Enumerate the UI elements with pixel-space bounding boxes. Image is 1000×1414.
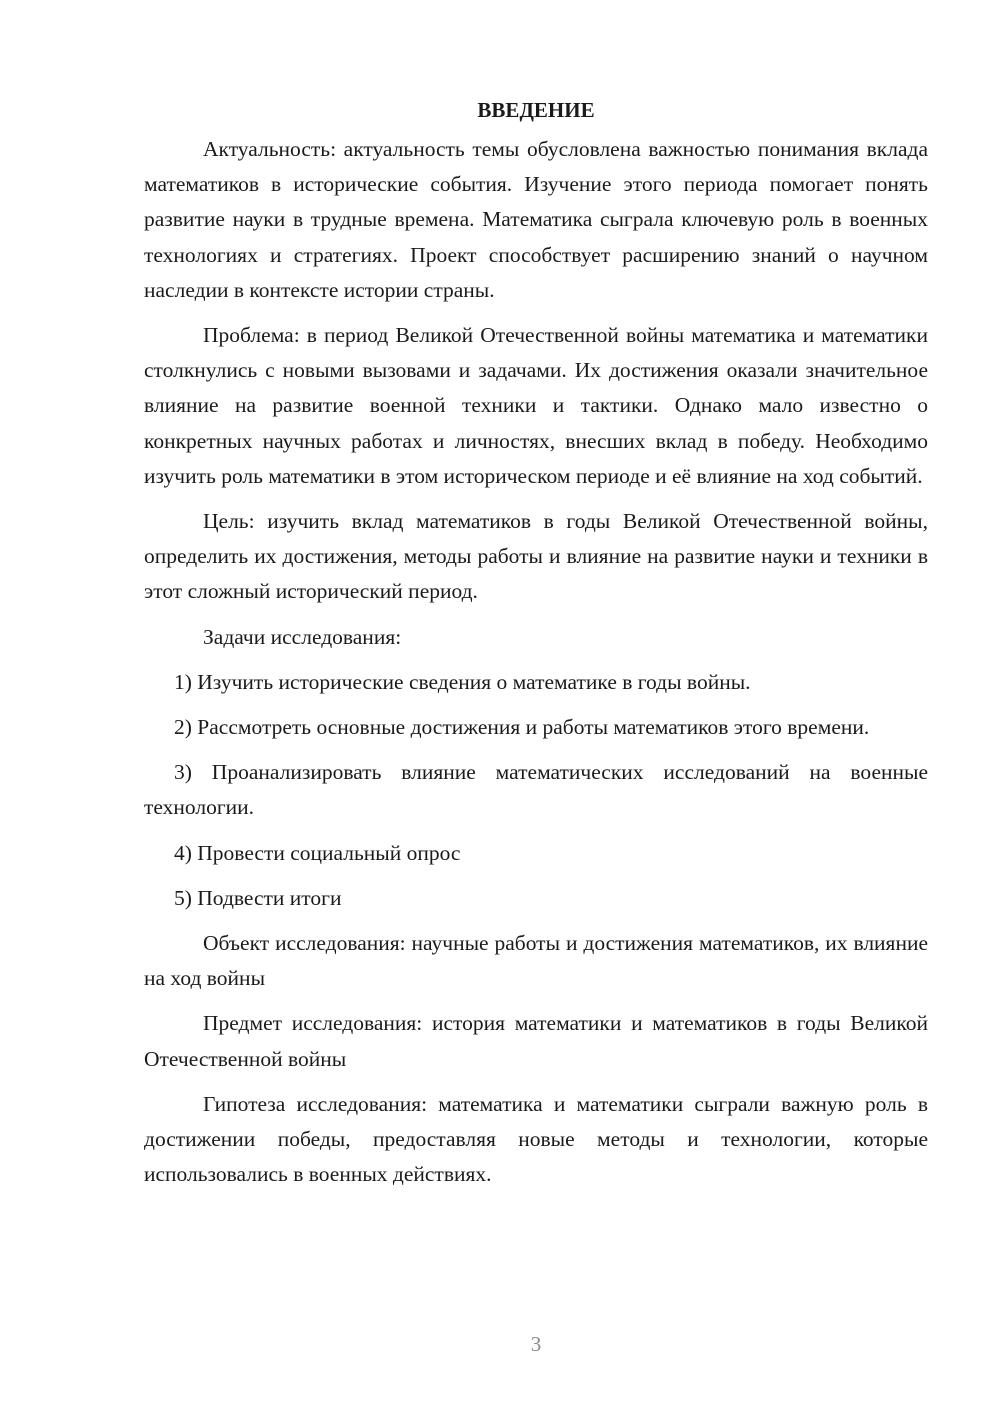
document-page bbox=[144, 93, 928, 1202]
paragraph-subject: Предмет исследования: история математики и математиков в годы Великой Отечественной войны bbox=[144, 1011, 928, 1071]
paragraph-problem: Проблема: в период Великой Отечественной войны математика и математики столкнулись с новыми вызовами и задачами. Их достижения оказали значительное влияние на развитие военной техники и тактики. Однако мало известно о конкретных научных работах и личностях, внесших вклад в победу. Необходимо изучить роль математики в этом историческом периоде и её влияние на ход событий. bbox=[144, 323, 928, 488]
paragraph-hypothesis: Гипотеза исследования: математика и математики сыграли важную роль в достижении победы, предоставляя новые методы и технологии, которые использовались в военных действиях. bbox=[144, 1091, 928, 1187]
paragraph-relevance: Актуальность: актуальность темы обусловлена важностью понимания вклада математиков в исторические события. Изучение этого периода помогает понять развитие науки в трудные времена. Математика сыграла ключевую роль в военных технологиях и стратегиях. Проект способствует расширению знаний о научном наследии в контексте истории страны. bbox=[144, 137, 928, 302]
paragraph-goal: Цель: изучить вклад математиков в годы Великой Отечественной войны, определить их достижения, методы работы и влияние на развитие науки и техники в этот сложный исторический период. bbox=[144, 509, 928, 604]
paragraph-tasks-heading: Задачи исследования: bbox=[203, 624, 402, 649]
task-item-2: 2) Рассмотреть основные достижения и работы математиков этого времени. bbox=[174, 715, 870, 740]
task-item-5: 5) Подвести итоги bbox=[174, 885, 342, 910]
page-number: 3 bbox=[530, 1332, 542, 1356]
paragraph-object: Объект исследования: научные работы и достижения математиков, их влияние на ход войны bbox=[144, 931, 928, 991]
page-title: ВВЕДЕНИЕ bbox=[477, 98, 595, 122]
task-item-1: 1) Изучить исторические сведения о математике в годы войны. bbox=[174, 669, 751, 694]
task-item-3: 3) Проанализировать влияние математических исследований на военные технологии. bbox=[144, 760, 928, 820]
task-item-4: 4) Провести социальный опрос bbox=[174, 840, 461, 865]
